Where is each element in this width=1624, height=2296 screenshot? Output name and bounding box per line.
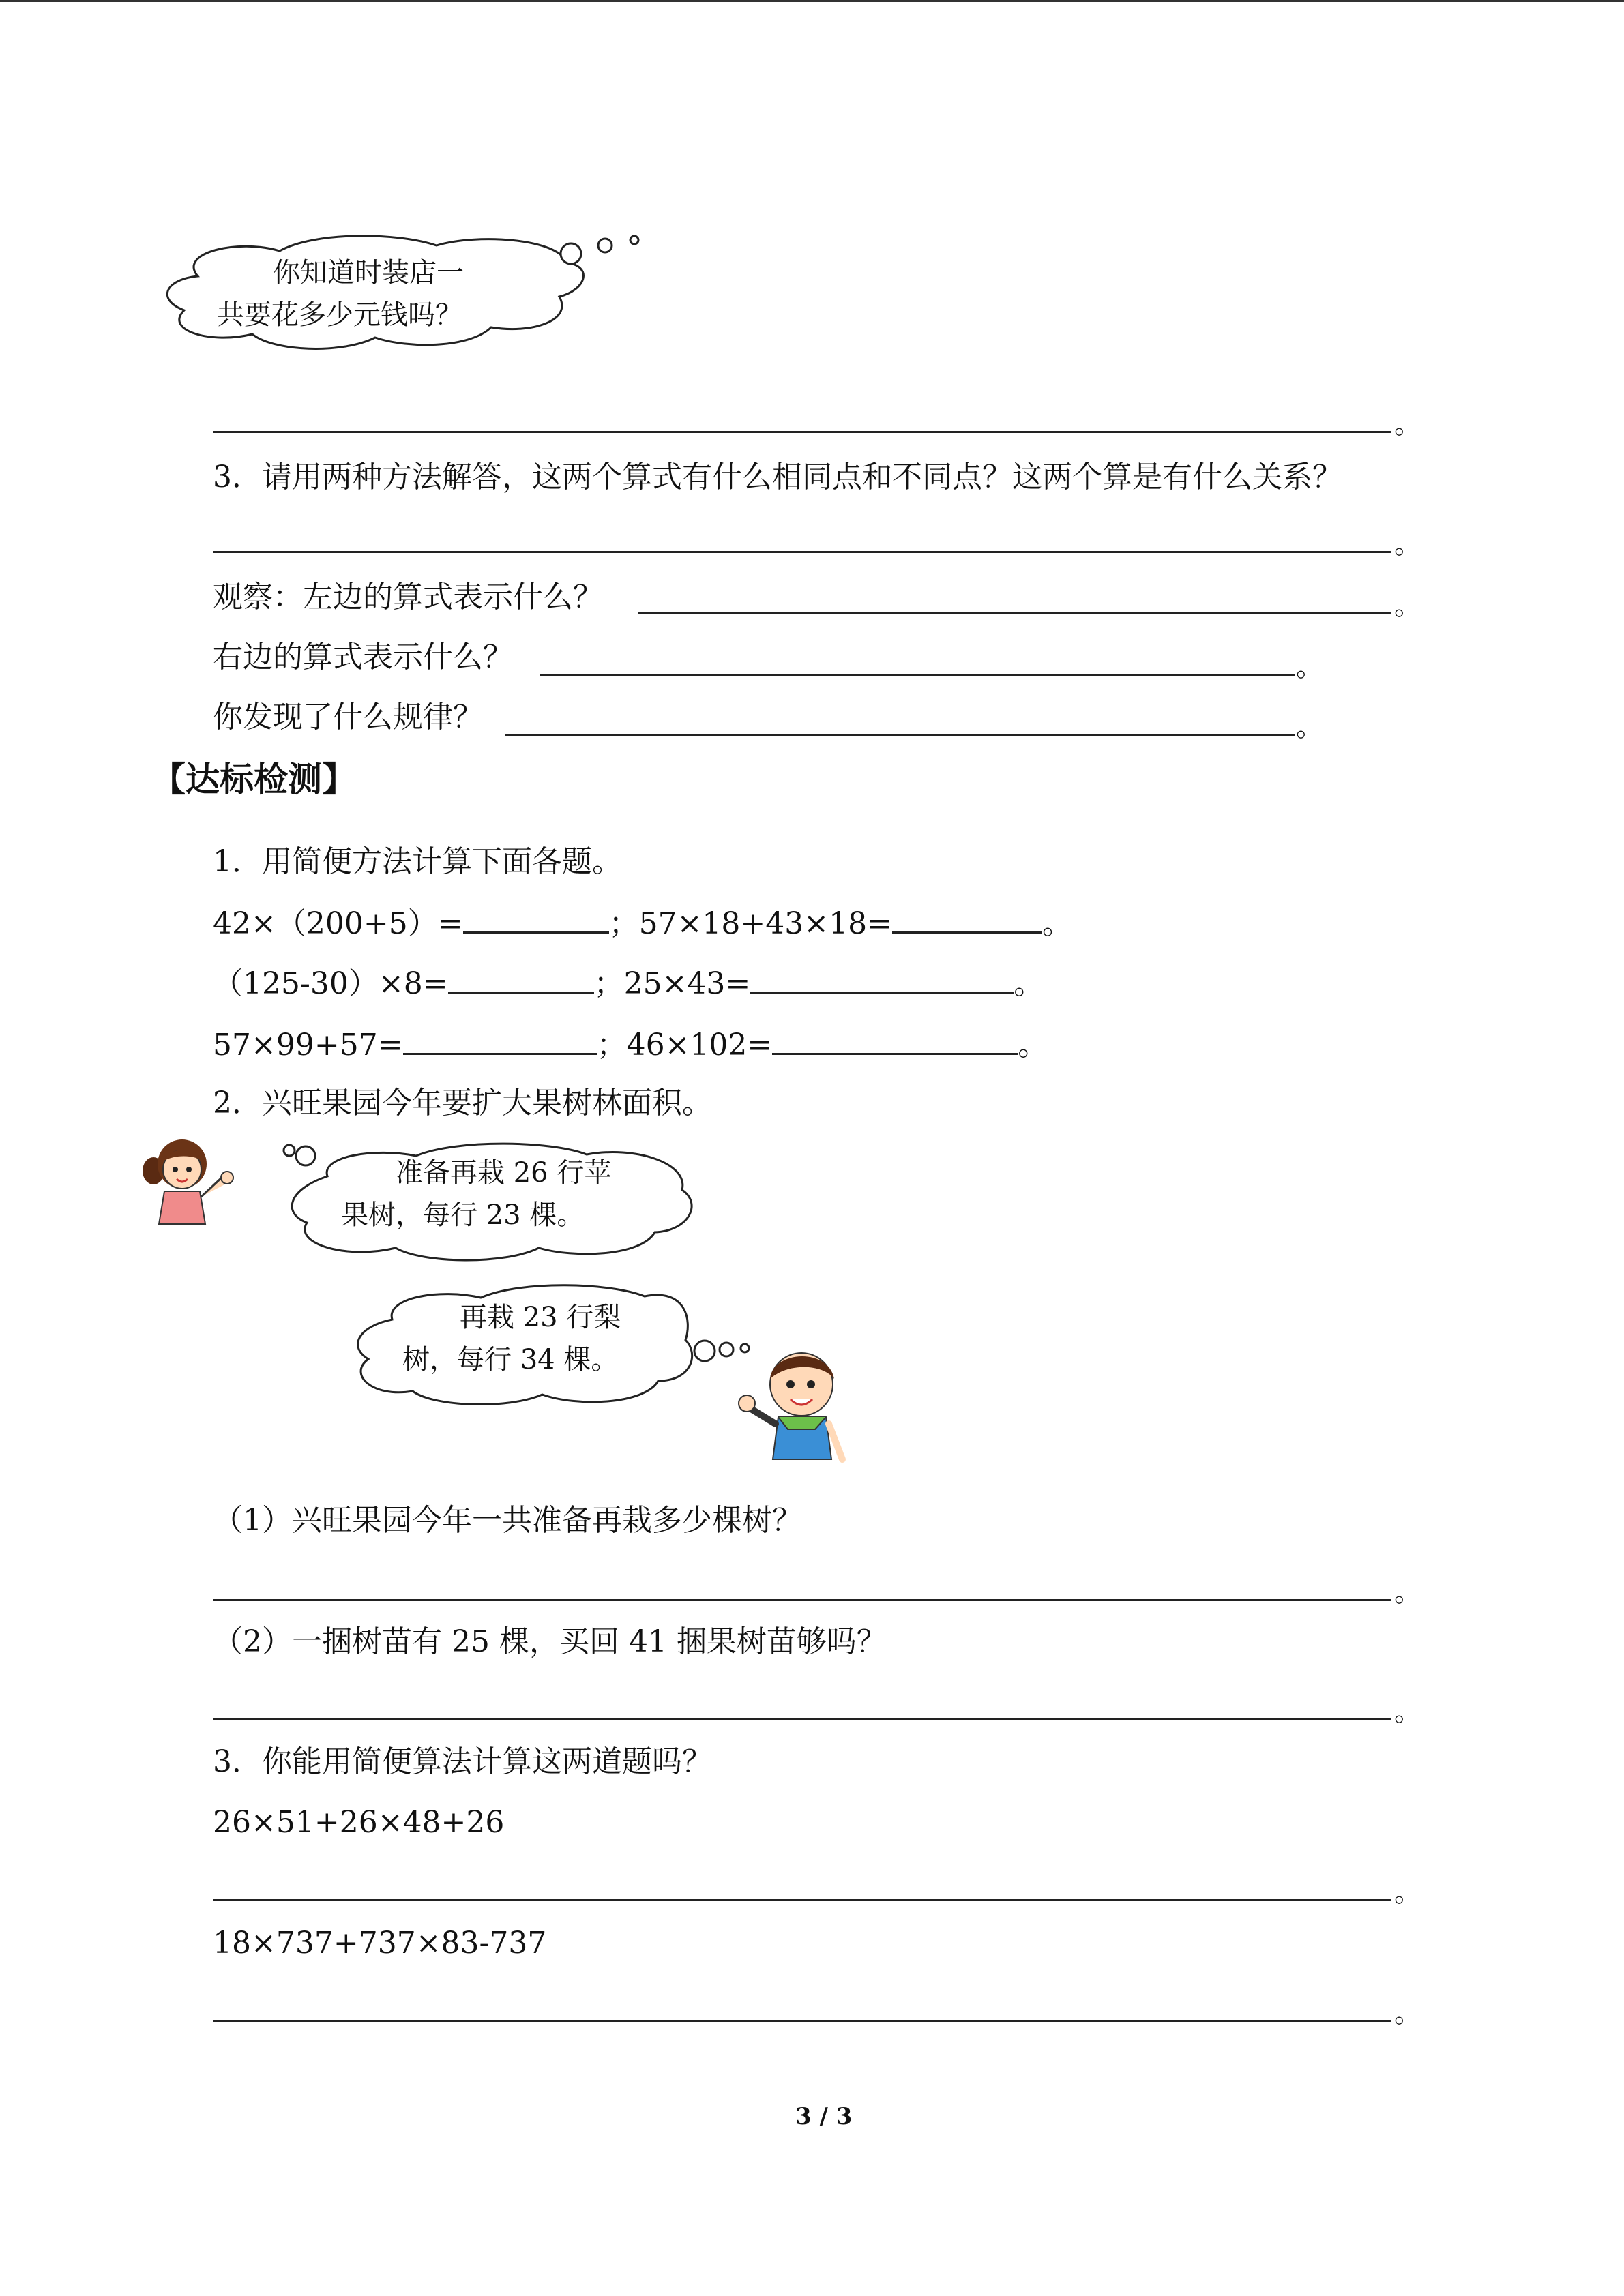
answer-line[interactable] (213, 1599, 1391, 1601)
period: 。 (1394, 1577, 1421, 1608)
girl-bubble-line2: 果树，每行 23 棵。 (341, 1199, 585, 1231)
observe-rule-label: 你发现了什么规律？ (213, 700, 483, 734)
page-number: 3 / 3 (795, 2103, 853, 2130)
period: 。 (1296, 651, 1323, 683)
boy-bubble-line2: 树，每行 34 棵。 (402, 1344, 619, 1375)
boy-illustration (733, 1343, 856, 1473)
top-bubble-line2: 共要花多少元钱吗？ (217, 299, 462, 331)
period: 。 (1296, 711, 1323, 743)
thought-bubble-top (150, 225, 628, 361)
observe-left-label: 观察：左边的算式表示什么？ (213, 580, 603, 614)
period: 。 (1018, 1028, 1048, 1062)
boy-bubble-line1: 再栽 23 行梨 (460, 1302, 621, 1333)
calc-2b-blank[interactable] (750, 961, 1014, 994)
top-bubble-line1: 你知道时装店一 (273, 257, 464, 288)
page-top-border (0, 0, 1624, 2)
calc-row-3 (213, 1023, 1048, 1066)
section-heading: 【达标检测】 (151, 760, 356, 799)
period: 。 (1014, 966, 1044, 1001)
test-question-3-title: 3．你能用简便算法计算这两道题吗？ (213, 1744, 712, 1779)
sub-question-2: （2）一捆树苗有 25 棵，买回 41 捆果树苗够吗？ (213, 1624, 887, 1659)
period: 。 (1394, 590, 1421, 621)
calc-3b: ；46×102= (596, 1028, 773, 1062)
expression-2: 18×737+737×83-737 (213, 1926, 547, 1960)
calc-row-2 (213, 961, 1044, 1004)
observe-left-answer-line[interactable] (638, 612, 1391, 614)
sub-question-1: （1）兴旺果园今年一共准备再栽多少棵树？ (213, 1503, 802, 1538)
answer-line[interactable] (213, 1718, 1391, 1720)
observe-rule-answer-line[interactable] (505, 734, 1295, 736)
question-3-text: 3．请用两种方法解答，这两个算式有什么相同点和不同点？这两个算是有什么关系？ (213, 460, 1342, 494)
girl-bubble-line1: 准备再栽 26 行苹 (396, 1157, 612, 1189)
calc-row-1 (213, 901, 1072, 944)
expression-1: 26×51+26×48+26 (213, 1805, 505, 1840)
period: 。 (1394, 408, 1421, 440)
answer-line[interactable] (213, 431, 1391, 433)
period: 。 (1394, 1696, 1421, 1727)
calc-1b-blank[interactable] (892, 901, 1042, 934)
calc-3a-blank[interactable] (403, 1023, 597, 1055)
test-question-2-title: 2．兴旺果园今年要扩大果树林面积。 (213, 1086, 712, 1120)
calc-1a: 42×（200+5）= (213, 906, 463, 941)
calc-2a: （125-30）×8= (213, 966, 448, 1001)
calc-1a-blank[interactable] (463, 901, 609, 934)
calc-2b: ；25×43= (593, 966, 751, 1001)
observe-right-label: 右边的算式表示什么？ (213, 640, 513, 674)
period: 。 (1394, 1997, 1421, 2029)
period: 。 (1042, 906, 1072, 941)
period: 。 (1394, 528, 1421, 560)
calc-3a: 57×99+57= (213, 1028, 403, 1062)
answer-line[interactable] (213, 2020, 1391, 2022)
period: 。 (1394, 1877, 1421, 1908)
calc-1b: ；57×18+43×18= (608, 906, 892, 941)
calc-2a-blank[interactable] (448, 961, 594, 994)
answer-line[interactable] (213, 1899, 1391, 1901)
girl-illustration (140, 1129, 249, 1231)
test-question-1-title: 1．用简便方法计算下面各题。 (213, 844, 622, 879)
answer-line[interactable] (213, 551, 1391, 553)
calc-3b-blank[interactable] (772, 1023, 1018, 1055)
observe-right-answer-line[interactable] (540, 674, 1295, 676)
